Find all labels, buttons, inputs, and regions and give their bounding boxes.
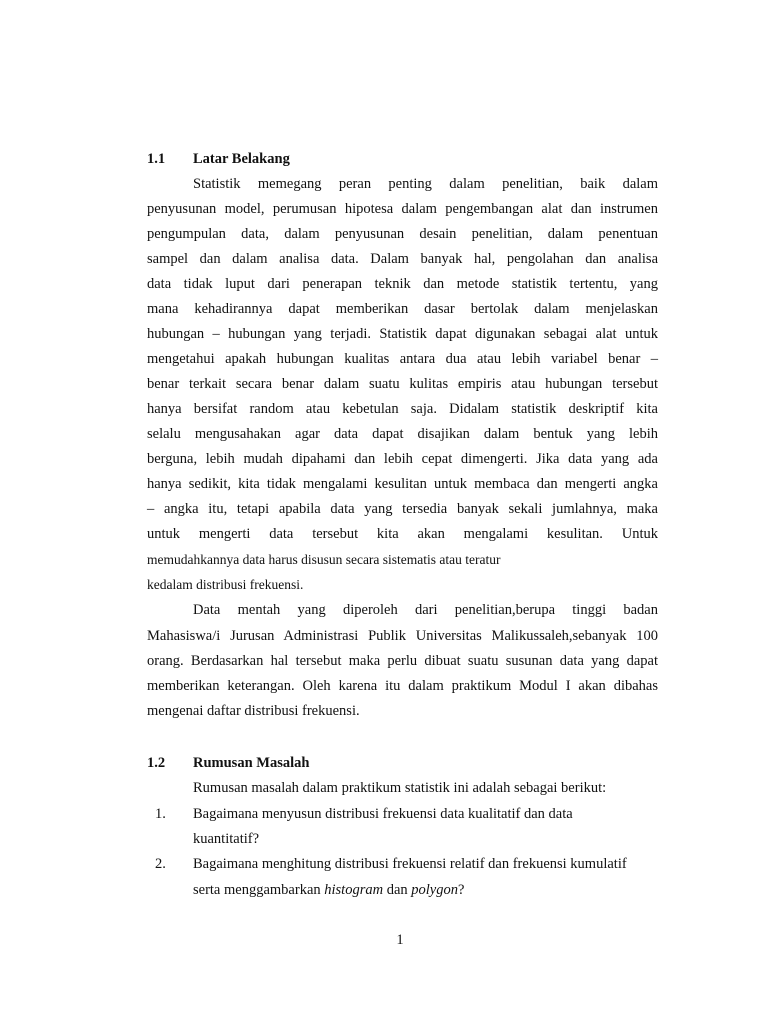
list-text: Bagaimana menyusun distribusi frekuensi data kualitatif dan data xyxy=(193,806,573,822)
paragraph-line: memberikan keterangan. Oleh karena itu dalam praktikum Modul I akan dibahas xyxy=(147,678,658,694)
text-run: ? xyxy=(458,882,465,898)
section-number: 1.2 xyxy=(147,755,166,771)
section-title: Rumusan Masalah xyxy=(193,755,310,771)
list-text: kuantitatif? xyxy=(193,831,260,847)
paragraph-line: hanya bersifat random atau kebetulan saja. Didalam statistik deskriptif kita xyxy=(147,401,658,417)
italic-term-histogram: histogram xyxy=(324,882,384,898)
paragraph-line: hubungan – hubungan yang terjadi. Statistik dapat digunakan sebagai alat untuk xyxy=(147,326,658,342)
paragraph-line: sampel dan dalam analisa data. Dalam banyak hal, pengolahan dan analisa xyxy=(147,251,658,267)
list-text-with-italics xyxy=(193,880,658,900)
paragraph-line: mana kehadirannya dapat memberikan dasar bertolak dalam menjelaskan xyxy=(147,301,658,317)
paragraph-line: penyusunan model, perumusan hipotesa dalam pengembangan alat dan instrumen xyxy=(147,201,658,217)
italic-term-polygon: polygon xyxy=(411,882,458,898)
section-intro: Rumusan masalah dalam praktikum statistik ini adalah sebagai berikut: xyxy=(193,780,607,796)
paragraph-line: – angka itu, tetapi apabila data yang tersedia banyak sekali jumlahnya, maka xyxy=(147,501,658,517)
list-text: Bagaimana menghitung distribusi frekuensi relatif dan frekuensi kumulatif xyxy=(193,856,627,872)
paragraph-line: memudahkannya data harus disusun secara sistematis atau teratur xyxy=(147,552,501,567)
paragraph-line: pengumpulan data, dalam penyusunan desain penelitian, dalam penentuan xyxy=(147,226,658,242)
paragraph-line: Mahasiswa/i Jurusan Administrasi Publik Universitas Malikussaleh,sebanyak 100 xyxy=(147,628,658,644)
paragraph-line: kedalam distribusi frekuensi. xyxy=(147,577,304,592)
paragraph-line: hanya sedikit, kita tidak mengalami kesulitan untuk membaca dan mengerti angka xyxy=(147,476,658,492)
paragraph-line: mengetahui apakah hubungan kualitas antara dua atau lebih variabel benar – xyxy=(147,351,658,367)
paragraph-line: Data mentah yang diperoleh dari penelitian,berupa tinggi badan xyxy=(193,602,658,618)
list-number: 2. xyxy=(155,856,166,872)
paragraph-line: data tidak luput dari penerapan teknik dan metode statistik tertentu, yang xyxy=(147,276,658,292)
section-heading-rumusan-masalah xyxy=(147,753,309,773)
paragraph-line: benar terkait secara benar dalam suatu kulitas empiris atau hubungan tersebut xyxy=(147,376,658,392)
text-run: serta menggambarkan xyxy=(193,882,325,898)
paragraph-line: Statistik memegang peran penting dalam penelitian, baik dalam xyxy=(193,176,658,192)
section-number: 1.1 xyxy=(147,151,166,167)
section-heading-latar-belakang xyxy=(147,149,290,169)
paragraph-line: selalu mengusahakan agar data dapat disajikan dalam bentuk yang lebih xyxy=(147,426,658,442)
paragraph-line: untuk mengerti data tersebut kita akan mengalami kesulitan. Untuk xyxy=(147,526,658,542)
list-number: 1. xyxy=(155,806,166,822)
paragraph-line: berguna, lebih mudah dipahami dan lebih cepat dimengerti. Jika data yang ada xyxy=(147,451,658,467)
paragraph-line: mengenai daftar distribusi frekuensi. xyxy=(147,703,360,719)
page-number: 1 xyxy=(396,932,404,948)
section-title: Latar Belakang xyxy=(193,151,290,167)
paragraph-line: orang. Berdasarkan hal tersebut maka perlu dibuat suatu susunan data yang dapat xyxy=(147,653,658,669)
text-run: dan xyxy=(383,882,412,898)
